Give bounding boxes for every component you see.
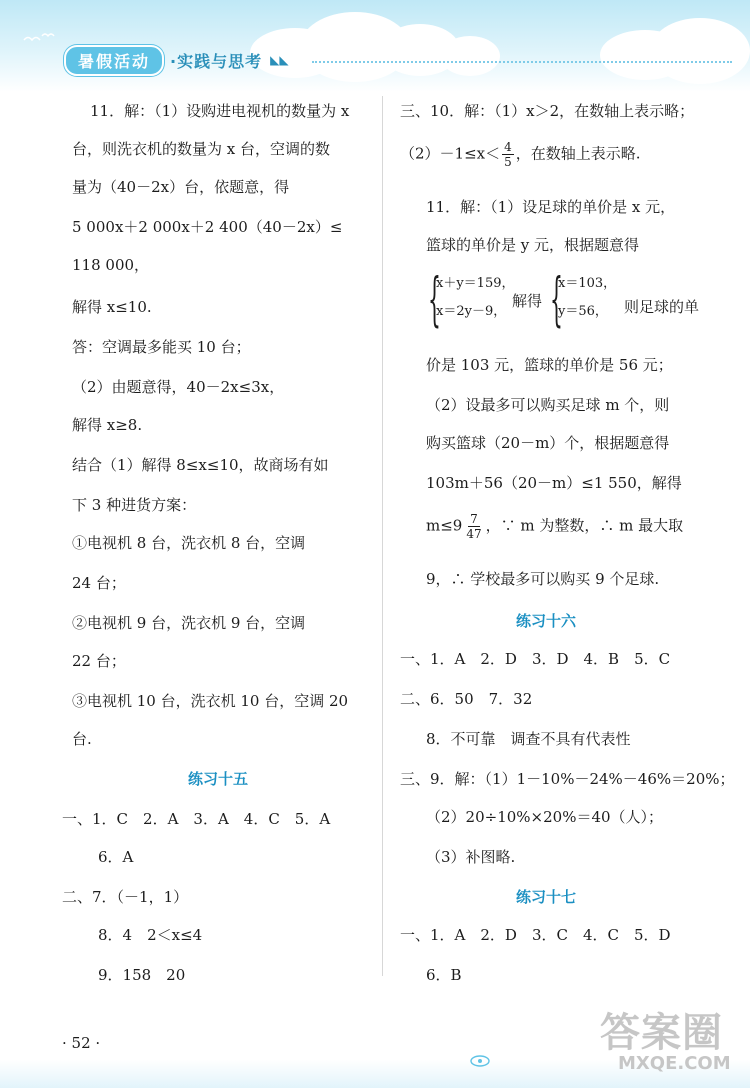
answer-line: 22 台； <box>72 652 126 670</box>
answer-line: 结合（1）解得 8≤x≤10，故商场有如 <box>72 456 329 474</box>
answer-line: 9．158 20 <box>98 966 186 984</box>
answer-line: （3）补图略. <box>426 848 516 866</box>
watermark-logo <box>600 1012 731 1074</box>
section-title-exercise-17: 练习十七 <box>516 888 577 906</box>
answer-line: ②电视机 9 台，洗衣机 9 台，空调 <box>72 614 306 632</box>
answer-line: （2）20÷10%×20%＝40（人）； <box>426 808 664 826</box>
equation-system-2 <box>558 270 616 326</box>
answer-line: （2）由题意得，40－2x≤3x， <box>72 378 285 396</box>
section-title-exercise-15: 练习十五 <box>188 770 249 788</box>
fraction-denominator: 47 <box>466 527 482 541</box>
answer-line: 台. <box>72 730 92 748</box>
answer-line: （2）设最多可以购买足球 m 个，则 <box>426 396 670 414</box>
equation-system-1 <box>436 270 515 326</box>
answer-line <box>400 140 641 169</box>
left-brace-icon: { <box>428 265 441 333</box>
header-banner <box>64 47 289 73</box>
answer-line: 11．解：（1）设足球的单价是 x 元， <box>426 198 676 216</box>
answer-line: 台，则洗衣机的数量为 x 台，空调的数 <box>72 140 330 158</box>
answer-line: 三、10．解：（1）x＞2，在数轴上表示略； <box>400 102 695 120</box>
answer-text: ，∵ m 为整数，∴ m 最大取 <box>485 516 684 535</box>
equation: x＋y＝159， <box>436 276 515 291</box>
answer-line: 一、1．A 2．D 3．C 4．C 5．D <box>400 926 671 944</box>
cloud-shape <box>650 18 750 84</box>
header-title: 暑假活动 <box>64 45 164 76</box>
answer-line: 5 000x＋2 000x＋2 400（40－2x）≤ <box>72 218 343 236</box>
answer-line <box>426 512 683 541</box>
equation: x＝2y－9， <box>436 304 507 319</box>
flower-ornament-icon <box>468 1052 492 1068</box>
answer-line: 8．不可靠 调查不具有代表性 <box>426 730 631 748</box>
birds-icon <box>22 30 62 50</box>
answer-line: 篮球的单价是 y 元，根据题意得 <box>426 236 640 254</box>
answer-line: 一、1．C 2．A 3．A 4．C 5．A <box>62 810 331 828</box>
answer-line: 下 3 种进货方案： <box>72 496 197 514</box>
answer-line: 二、7．（－1，1） <box>62 888 189 906</box>
header-subtitle: ·实践与思考 <box>170 51 263 71</box>
answer-line: 三、9．解：（1）1－10%－24%－46%＝20%； <box>400 770 735 788</box>
equation: x＝103， <box>558 276 617 291</box>
answer-line: 价是 103 元，篮球的单价是 56 元； <box>426 356 673 374</box>
answer-line: 9，∴ 学校最多可以购买 9 个足球. <box>426 570 660 588</box>
column-divider <box>382 96 383 976</box>
answer-line: 6．A <box>98 848 134 866</box>
answer-text: 解得 <box>512 292 543 310</box>
answer-line: 6．B <box>426 966 462 984</box>
watermark-text: 答案圈 <box>600 1010 723 1056</box>
answer-line: 解得 x≥8. <box>72 416 143 434</box>
watermark-url: MXQE.COM <box>618 1053 731 1074</box>
left-brace-icon: { <box>550 265 563 333</box>
answer-line: 103m＋56（20－m）≤1 550，解得 <box>426 474 682 492</box>
answer-text: m≤9 <box>426 516 463 535</box>
answer-text: ，在数轴上表示略. <box>515 144 641 163</box>
cloud-shape <box>440 36 500 76</box>
section-title-exercise-16: 练习十六 <box>516 612 577 630</box>
answer-line: 一、1．A 2．D 3．D 4．B 5．C <box>400 650 671 668</box>
equation: y＝56， <box>558 304 608 319</box>
answer-line: 解得 x≤10. <box>72 298 152 316</box>
fraction <box>502 140 514 169</box>
answer-line: 量为（40－2x）台，依题意，得 <box>72 178 290 196</box>
answer-line: 118 000， <box>72 256 150 274</box>
double-arrow-icon: ◣◣ <box>270 53 289 67</box>
page-header <box>0 0 750 92</box>
answer-line: 答：空调最多能买 10 台； <box>72 338 251 356</box>
answer-line: 11．解：（1）设购进电视机的数量为 x <box>90 102 350 120</box>
answer-line: 8．4 2＜x≤4 <box>98 926 203 944</box>
header-dotted-line <box>312 61 732 63</box>
fraction-numerator: 4 <box>504 140 512 154</box>
answer-line: 24 台； <box>72 574 126 592</box>
answer-text: （2）－1≤x＜ <box>400 144 501 163</box>
answer-line: 购买篮球（20－m）个，根据题意得 <box>426 434 670 452</box>
page-number: · 52 · <box>62 1034 101 1052</box>
fraction-denominator: 5 <box>504 155 512 169</box>
fraction-numerator: 7 <box>470 512 478 526</box>
answer-text: 则足球的单 <box>624 298 700 316</box>
answer-line: 二、6．50 7．32 <box>400 690 533 708</box>
answer-line: ③电视机 10 台，洗衣机 10 台，空调 20 <box>72 692 349 710</box>
fraction <box>464 512 483 541</box>
answer-line: ①电视机 8 台，洗衣机 8 台，空调 <box>72 534 306 552</box>
